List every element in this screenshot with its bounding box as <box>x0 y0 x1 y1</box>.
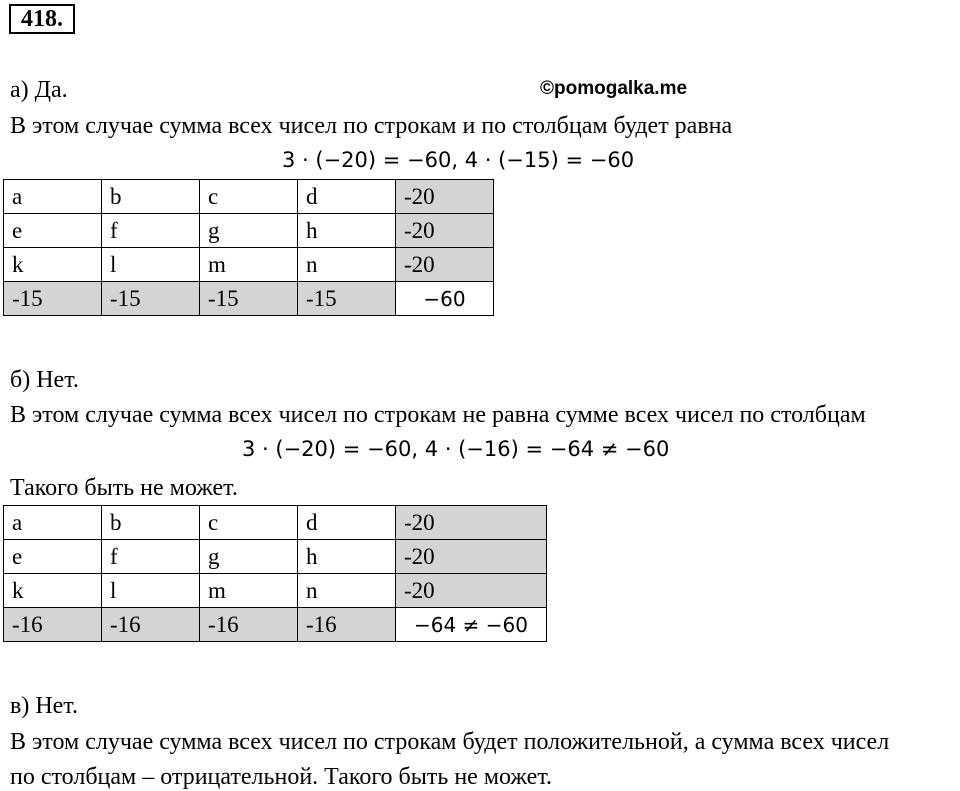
table-row <box>4 506 547 540</box>
table-row <box>4 608 547 642</box>
table-cell: a <box>4 180 102 214</box>
column-sum-cell: -16 <box>298 608 396 642</box>
table-row <box>4 214 494 248</box>
table-cell: n <box>298 248 396 282</box>
row-sum-cell: -20 <box>396 506 547 540</box>
table-cell: c <box>200 506 298 540</box>
table-row <box>4 180 494 214</box>
table-cell: l <box>102 248 200 282</box>
table-row <box>4 574 547 608</box>
table-cell: a <box>4 506 102 540</box>
column-sum-cell: -15 <box>200 282 298 316</box>
part-b-formula: 3 ⋅ (−20) = −60, 4 ⋅ (−16) = −64 ≠ −60 <box>242 437 670 461</box>
column-sum-cell: -15 <box>4 282 102 316</box>
table-cell: d <box>298 506 396 540</box>
part-a-table <box>3 179 494 316</box>
row-sum-cell: -20 <box>396 248 494 282</box>
row-sum-cell: -20 <box>396 574 547 608</box>
watermark: ©pomogalka.me <box>540 78 688 99</box>
table-cell: c <box>200 180 298 214</box>
part-c-text-line-2: по столбцам – отрицательной. Такого быть не может. <box>10 764 553 790</box>
part-c-text-line-1: В этом случае сумма всех чисел по строкам будет положительной, а сумма всех чисел <box>10 729 890 755</box>
table-cell: f <box>102 214 200 248</box>
table-cell: k <box>4 574 102 608</box>
table-cell: l <box>102 574 200 608</box>
table-cell: e <box>4 540 102 574</box>
total-cell: −64 ≠ −60 <box>396 608 547 642</box>
part-b-text: В этом случае сумма всех чисел по строкам не равна сумме всех чисел по столбцам <box>10 402 866 428</box>
column-sum-cell: -16 <box>102 608 200 642</box>
table-cell: e <box>4 214 102 248</box>
table-cell: k <box>4 248 102 282</box>
table-cell: h <box>298 540 396 574</box>
table-cell: d <box>298 180 396 214</box>
column-sum-cell: -16 <box>4 608 102 642</box>
part-a-text: В этом случае сумма всех чисел по строкам и по столбцам будет равна <box>10 113 733 139</box>
part-b-table <box>3 505 547 642</box>
table-cell: g <box>200 214 298 248</box>
table-row <box>4 540 547 574</box>
table-cell: m <box>200 248 298 282</box>
table-cell: b <box>102 180 200 214</box>
part-a-heading: а) Да. <box>10 77 68 103</box>
table-row <box>4 282 494 316</box>
total-cell: −60 <box>396 282 494 316</box>
row-sum-cell: -20 <box>396 180 494 214</box>
column-sum-cell: -15 <box>102 282 200 316</box>
table-cell: g <box>200 540 298 574</box>
part-c-heading: в) Нет. <box>10 693 78 719</box>
table-cell: m <box>200 574 298 608</box>
column-sum-cell: -15 <box>298 282 396 316</box>
table-cell: n <box>298 574 396 608</box>
part-b-conclusion: Такого быть не может. <box>10 475 238 501</box>
table-cell: h <box>298 214 396 248</box>
part-b-heading: б) Нет. <box>10 367 79 393</box>
table-cell: f <box>102 540 200 574</box>
problem-number: 418. <box>9 4 75 34</box>
column-sum-cell: -16 <box>200 608 298 642</box>
table-row <box>4 248 494 282</box>
table-cell: b <box>102 506 200 540</box>
row-sum-cell: -20 <box>396 540 547 574</box>
row-sum-cell: -20 <box>396 214 494 248</box>
part-a-formula: 3 ⋅ (−20) = −60, 4 ⋅ (−15) = −60 <box>282 148 635 172</box>
